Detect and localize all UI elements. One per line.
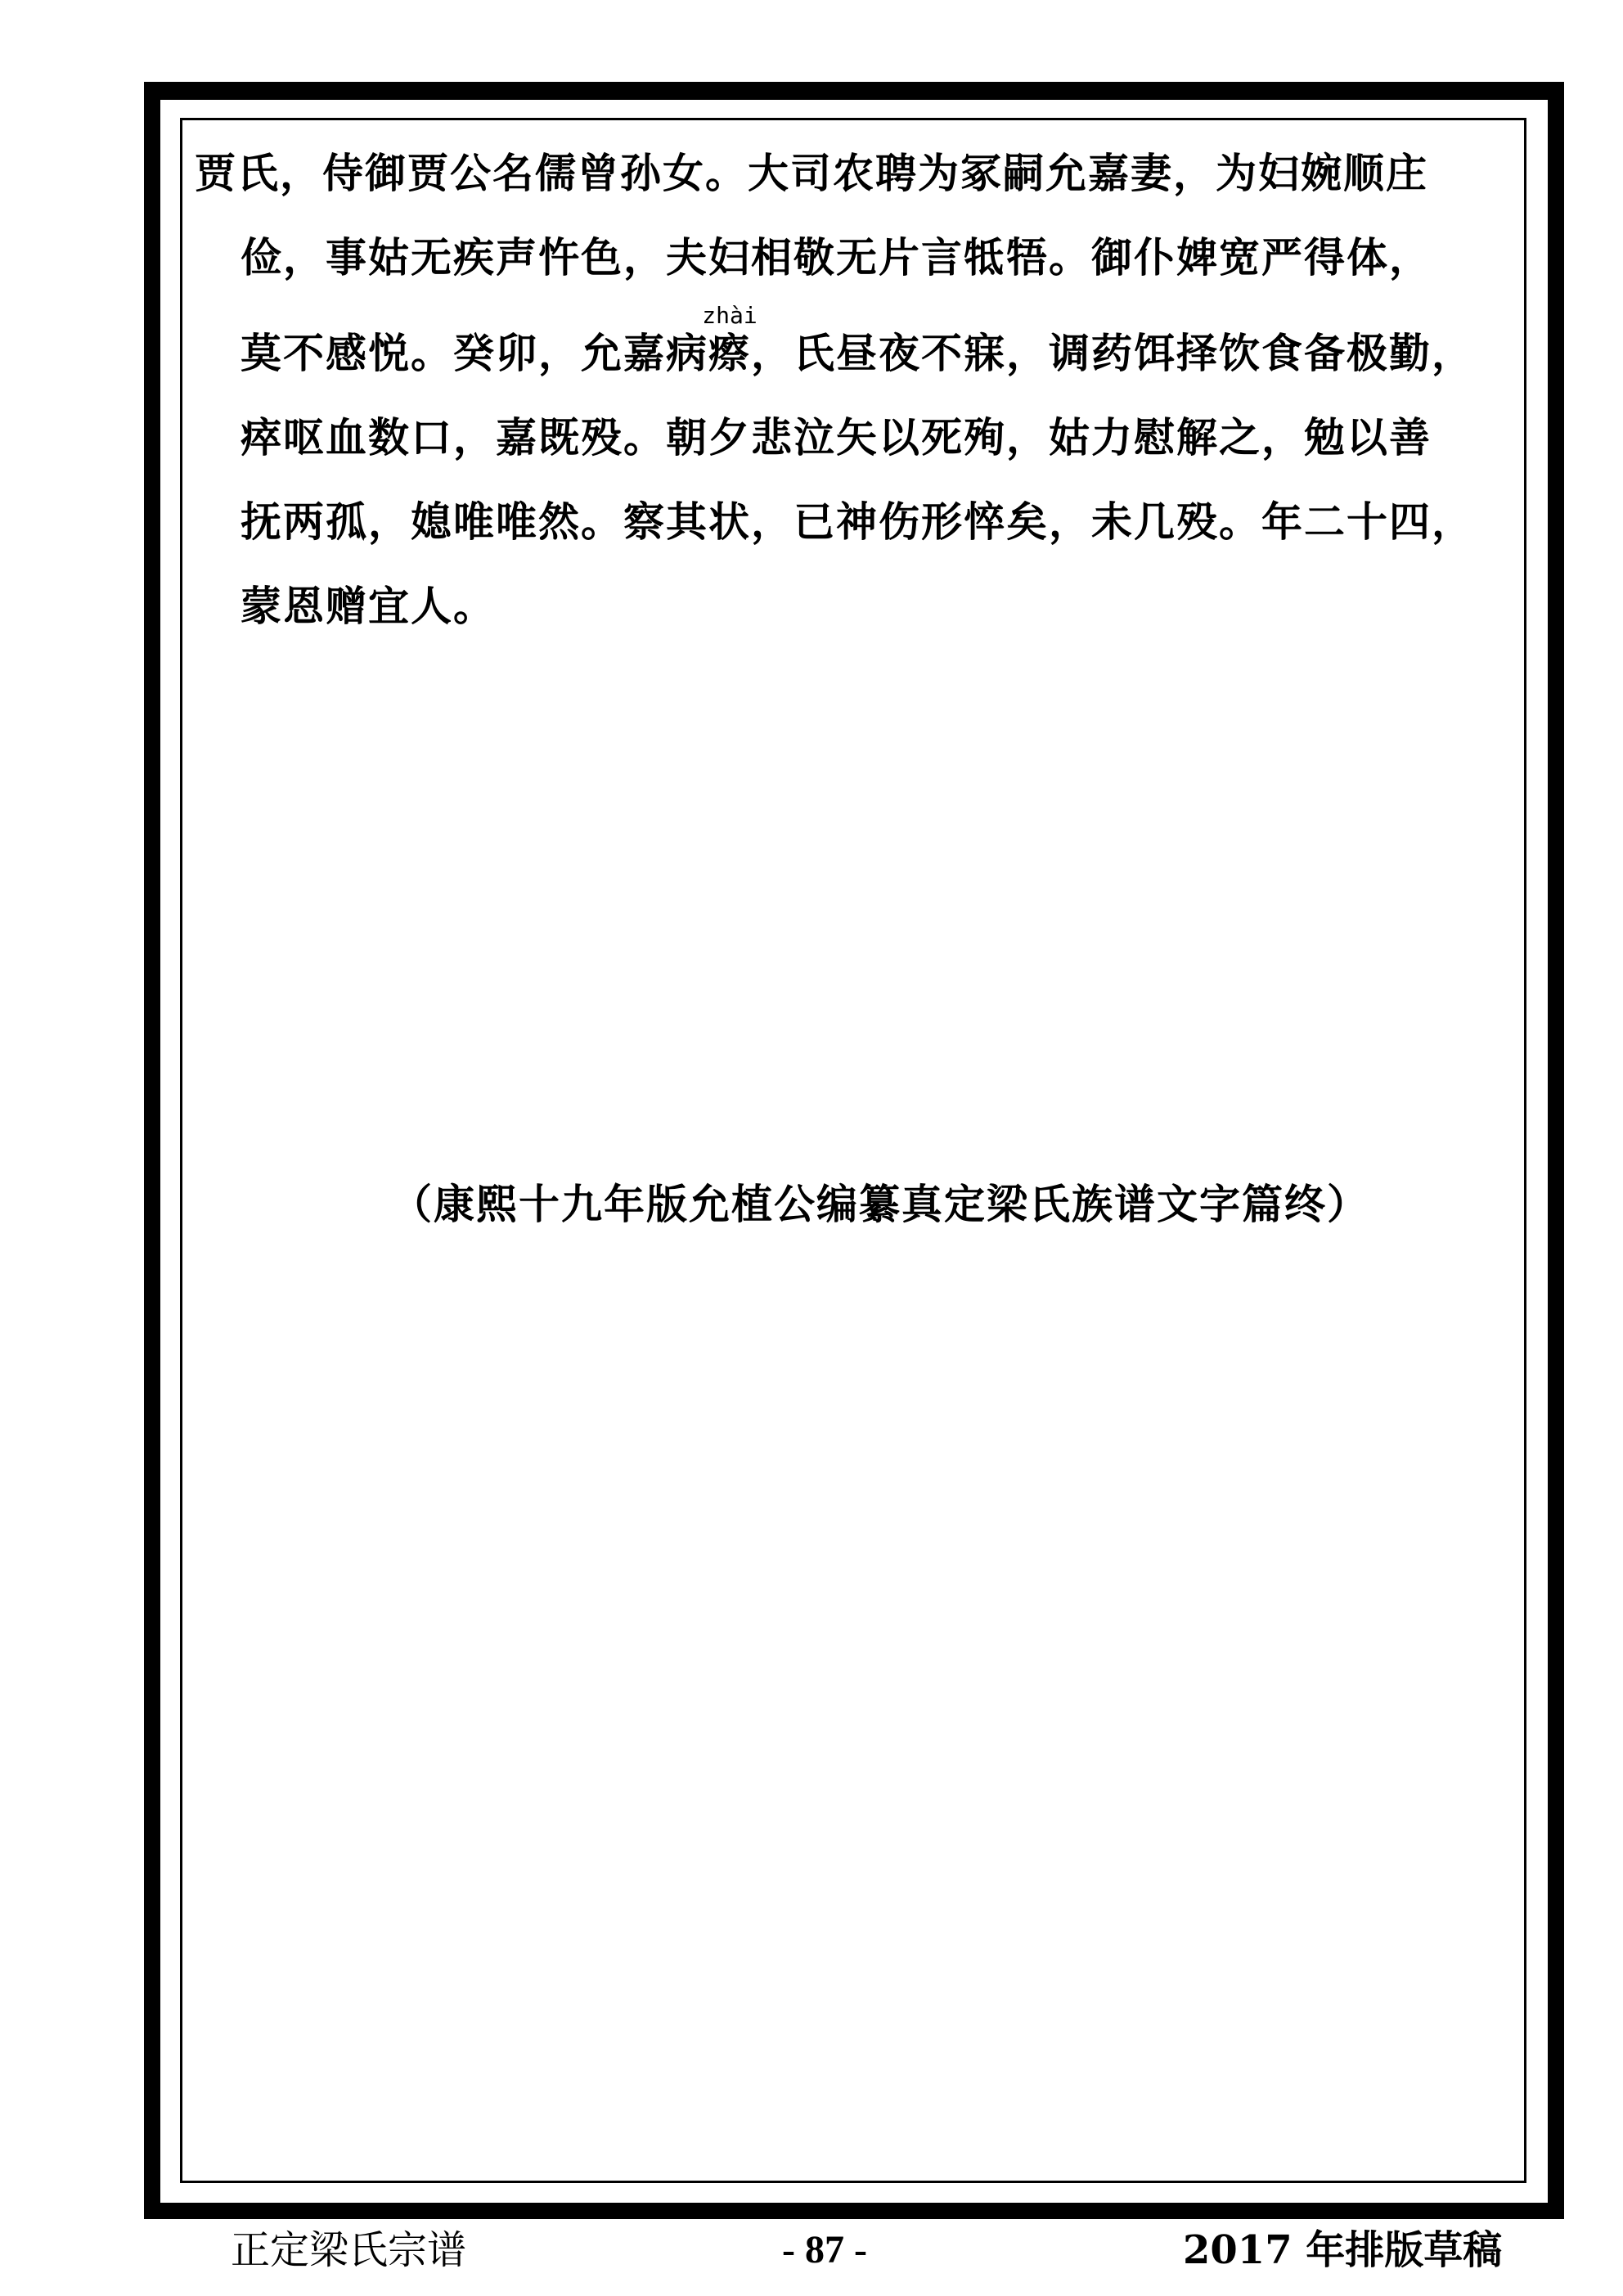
biography-text (195, 131, 1504, 648)
pinyin-annotation: zhài (702, 302, 758, 329)
text-line-1: 贾氏，侍御贾公名儒曾孙女。大司农聘为冢嗣允嘉妻，为妇婉顺庄 (195, 149, 1428, 197)
footer-title: 正定梁氏宗谱 (231, 2227, 467, 2273)
text-line-5: 抚两孤，媳唯唯然。察其状，已神伤形悴矣，未几殁。年二十四， (241, 497, 1474, 546)
annotated-character (702, 302, 758, 395)
text-line-3 (195, 302, 1504, 395)
text-line-2: 俭，事姑无疾声忤色，夫妇相敬无片言牴牾。御仆婢宽严得体， (241, 233, 1432, 281)
annotated-character-glyph: 瘵 (708, 329, 751, 377)
text-line-4: 瘁呕血数口，嘉既殁。朝夕悲泣矢以死殉，姑力慰解之，勉以善 (241, 413, 1432, 461)
text-line-6: 蒙恩赠宜人。 (241, 582, 496, 630)
text-line-3-part-b: ，氏昼夜不寐，调药饵择饮食备极勤， (751, 329, 1474, 377)
footer-draft-note: 2017 年排版草稿 (1183, 2227, 1503, 2273)
end-of-text-note: （康熙十九年版允植公编纂真定梁氏族谱文字篇终） (391, 1180, 1369, 1228)
page-number: - 87 - (782, 2228, 867, 2271)
text-line-3-part-a: 莫不感悦。癸卯，允嘉病 (241, 329, 708, 377)
